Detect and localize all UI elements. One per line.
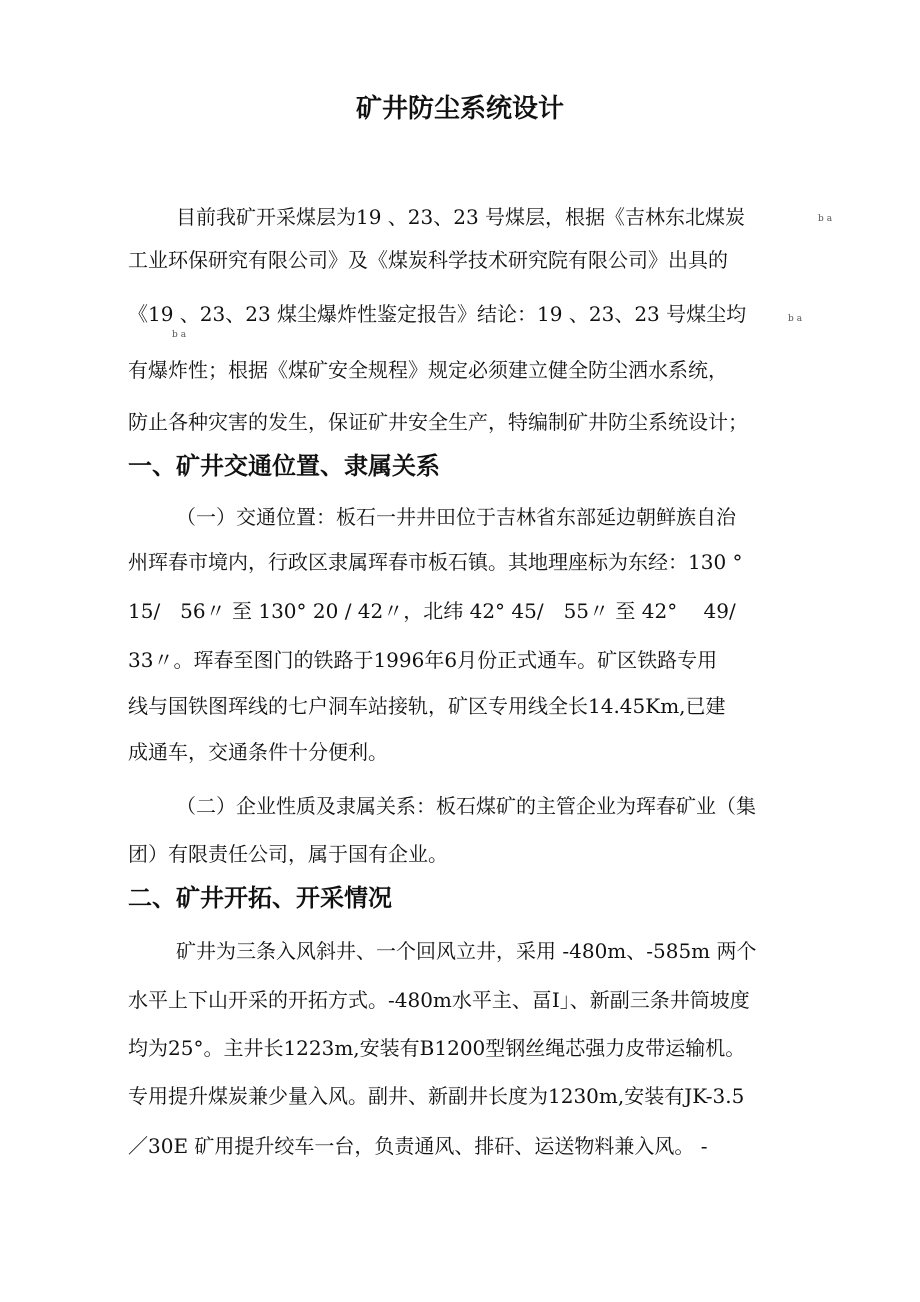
body-line: 15/ 56〃 至 130° 20 / 42〃，北纬 42° 45/ 55〃 至 42° 49/ (128, 599, 736, 623)
section-heading: 一、矿井交通位置、隶属关系 (128, 452, 440, 480)
body-line: 矿井为三条入风斜井、一个回风立井，采用 -480m、-585m 两个 (176, 939, 757, 963)
body-line: 专用提升煤炭兼少量入风。副井、新副井长度为1230m,安装有JK-3.5 (128, 1084, 745, 1108)
body-line: 均为25°。主井长1223m,安装有B1200型钢丝绳芯强力皮带运输机。 (128, 1036, 746, 1060)
subscript-mark: ba (172, 330, 190, 340)
intro-line: 有爆炸性；根据《煤矿安全规程》规定必须建立健全防尘洒水系统， (128, 358, 728, 382)
intro-line: 目前我矿开采煤层为19 、23、23 号煤层，根据《吉林东北煤炭 (176, 205, 746, 229)
subscript-mark: ba (788, 314, 806, 324)
page-title: 矿井防尘系统设计 (355, 94, 564, 124)
body-line: ／30E 矿用提升绞车一台，负责通风、排矸、运送物料兼入风。 - (128, 1134, 708, 1158)
body-line: 州珲春市境内，行政区隶属珲春市板石镇。其地理座标为东经：130 ° (128, 550, 743, 574)
subscript-mark: ba (818, 214, 836, 224)
body-line: 团）有限责任公司，属于国有企业。 (128, 842, 448, 866)
body-line: （一）交通位置：板石一井井田位于吉林省东部延边朝鲜族自治 (176, 505, 736, 529)
intro-line: 工业环保研究有限公司》及《煤炭科学技术研究院有限公司》出具的 (128, 248, 728, 272)
body-line: （二）企业性质及隶属关系：板石煤矿的主管企业为珲春矿业（集 (176, 794, 756, 818)
section-heading: 二、矿井开拓、开采情况 (128, 884, 392, 912)
intro-line: 《19 、23、23 煤尘爆炸性鉴定报告》结论：19 、23、23 号煤尘均 (128, 302, 747, 326)
intro-line: 防止各种灾害的发生，保证矿井安全生产，特编制矿井防尘系统设计； (128, 410, 748, 434)
body-line: 成通车，交通条件十分便利。 (128, 740, 388, 764)
body-line: 33〃。珲春至图门的铁路于1996年6月份正式通车。矿区铁路专用 (128, 648, 718, 672)
body-line: 线与国铁图珲线的七户洞车站接轨，矿区专用线全长14.45Km,已建 (128, 694, 726, 718)
body-line: 水平上下山开采的开拓方式。-480m水平主、畐I」、新副三条井筒坡度 (128, 988, 750, 1012)
